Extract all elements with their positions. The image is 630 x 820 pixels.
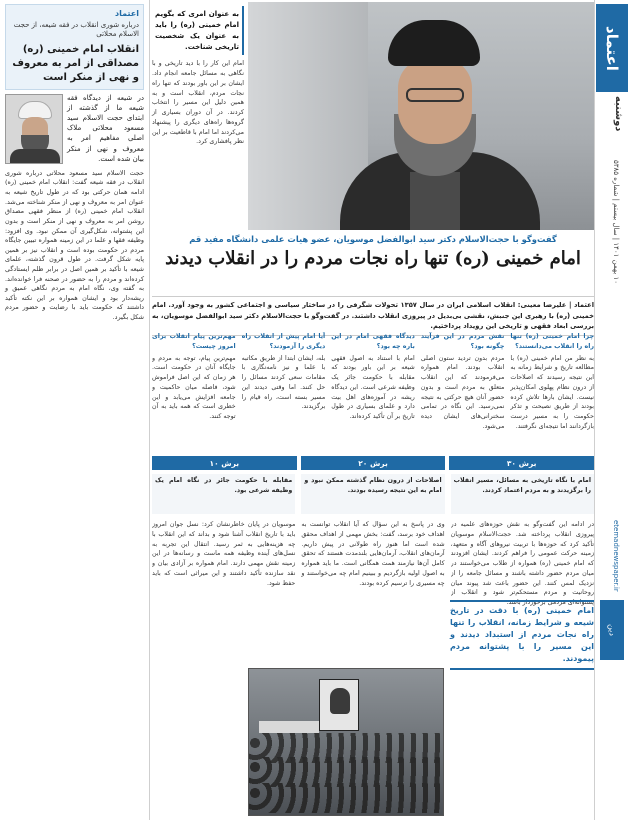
section-bar-label: برش ۱۰ bbox=[152, 456, 297, 470]
side-body-text: حجت الاسلام سید مسعود محلاتی درباره شوری انقلاب در فقه شیعه گفت: انقلاب امام خمینی (ره) ادامه همان حرکتی بود که در طول تاریخ شیعه به عنوان امر به معروف و نهی از منکر شناخته می‌شد. انقلاب امام خمینی (ره) از منظر فقهی مصداق روشن امر به معروف و نهی از منکر است و بدون این پشتوانه، شکل‌گیری آن ممکن نبود. وی افزود: وظیفه فقها و علما در این زمینه همواره تبیین جایگاه مردم در حکومت بوده است و انقلاب نیز بر همین پایه شکل گرفت. در طول قرون گذشته، علمای شیعه با تأکید بر همین اصل در برابر ظلم ایستادگی کرده‌اند و مردم را به حضور در صحنه فرا خوانده‌اند. به گفته وی، نگاه امام به مردم نگاهی عمیق و ریشه‌دار بود و ایشان همواره بر این نکته تأکید داشتند که حکومت باید با رضایت و حضور مردم شکل بگیرد. bbox=[5, 168, 144, 321]
interview-question: مهم‌ترین پیام انقلاب برای امروز چیست؟ bbox=[152, 333, 236, 350]
newspaper-logo[interactable]: اعتماد bbox=[596, 4, 628, 92]
lower-column: موسویان در پایان خاطرنشان کرد: نسل جوان امروز باید با تاریخ انقلاب آشنا شود و بداند که این انقلاب با چه هزینه‌هایی به ثمر رسید. انتقال این تجربه به نسل‌های آینده وظیفه همه ماست و رسانه‌ها در این زمینه نقش مهمی دارند. امام همواره بر آزادی بیان و نقد سازنده تأکید داشتند و این میراثی است که باید حفظ شود. bbox=[152, 521, 296, 587]
lower-column: وی در پاسخ به این سؤال که آیا انقلاب توانست به اهداف خود برسد، گفت: بخش مهمی از اهداف محقق شده است اما هنوز راه طولانی در پیش داریم. آرمان‌های انقلاب، آرمان‌هایی بلندمدت هستند که تحقق کامل آن‌ها نیازمند همت همگانی است. ما باید همواره به اصول اولیه بازگردیم و ببینیم امام چه می‌خواستند و چه مسیری را ترسیم کرده بودند. bbox=[301, 521, 445, 587]
highlight-cell: اصلاحات از درون نظام گذشته ممکن نبود و امام به این نتیجه رسیده بودند. bbox=[301, 474, 444, 514]
side-column bbox=[0, 0, 150, 820]
interview-question: دیدگاه فقهی امام در این باره چه بود؟ bbox=[331, 333, 415, 350]
main-article bbox=[152, 0, 594, 820]
hero-portrait-photo bbox=[248, 2, 594, 230]
highlight-strip bbox=[152, 474, 594, 514]
section-bar-label: برش ۳۰ bbox=[449, 456, 594, 470]
masthead-issue-info: ۱۰ بهمن ۱۴۰۱ | سال بیستم | شماره ۵۳۸۵ bbox=[612, 160, 620, 284]
highlight-cell: مقابله با حکومت جائر در نگاه امام یک وظیفه شرعی بود. bbox=[152, 474, 295, 514]
side-lead: در شیعه از دیدگاه فقه شیعه ما از گذشته از ابتدای حجت الاسلام سید مسعود محلاتی ملاک اصلی مفاهیم امر به معروف و نهی از منکر بیان شده است. bbox=[67, 93, 144, 163]
hero-side-column bbox=[152, 2, 244, 147]
interview-answer: امام با استناد به اصول فقهی شیعه بر این باور بودند که مقابله با حکومت جائر یک وظیفه شرعی است. این دیدگاه ریشه در آموزه‌های اهل بیت دارد و علمای بسیاری در طول تاریخ بر آن تأکید کرده‌اند. bbox=[331, 354, 415, 420]
interview-question: چرا امام خمینی (ره) تنها راه را انقلاب می‌دانستند؟ bbox=[510, 333, 594, 350]
side-kicker: اعتماد bbox=[115, 9, 139, 18]
interview-answer: مردم بدون تردید ستون اصلی انقلاب بودند. امام همواره می‌فرمودند که این انقلاب متعلق به مردم است و بدون حضور آنان هیچ حرکتی به نتیجه نمی‌رسید. این نگاه در تمامی سخنرانی‌های ایشان دیده می‌شود. bbox=[420, 354, 505, 430]
interview-answer: مهم‌ترین پیام، توجه به مردم و جایگاه آنان در حکومت است. هر زمان که این اصل فراموش شود، فاصله میان حاکمیت و جامعه افزایش می‌یابد و این خطری است که همه باید به آن توجه کنند. bbox=[152, 354, 236, 420]
hero-pull-quote: به عنوان امری که بگویم امام خمینی (ره) را باید به عنوان یک شخصیت تاریخی شناخت. bbox=[152, 6, 244, 55]
interview-column bbox=[242, 332, 326, 452]
masthead-day: دوشنبه bbox=[613, 96, 624, 132]
lower-column: در ادامه این گفت‌وگو به نقش حوزه‌های علمیه در پیروزی انقلاب پرداخته شد. حجت‌الاسلام موسویان تأکید کرد که حوزه‌ها با تربیت نیروهای آگاه و متعهد، زمینه حرکت عمومی را فراهم کردند. ایشان افزودند که امام خمینی (ره) همواره از طلاب می‌خواستند در میان مردم حضور داشته باشند و مسائل جامعه را از نزدیک لمس کنند. این حضور باعث شد پیوند میان روحانیت و مردم مستحکم‌تر شود و انقلاب از پشتوانه‌ای مردمی برخوردار باشد. bbox=[450, 521, 594, 606]
interview-answer: بله، ایشان ابتدا از طریق مکاتبه با علما و نیز نامه‌نگاری با مقامات سعی کردند مسائل را حل کنند. اما وقتی دیدند این مسیر بسته است، راه قیام را برگزیدند. bbox=[241, 354, 326, 411]
masthead bbox=[594, 0, 630, 820]
article-headline[interactable]: امام خمینی (ره) تنها راه نجات مردم را در انقلاب دیدند bbox=[165, 248, 581, 269]
article-lead: اعتماد | علیرضا معینی: انقلاب اسلامی ایران در سال ۱۳۵۷ تحولات شگرفی را در ساختار سیاسی و اجتماعی کشور به وجود آورد. امام خمینی (ره) با رهبری این جنبش، نقشی بی‌بدیل در پیروزی انقلاب داشتند. در گفت‌وگو با حجت‌الاسلام دکتر سید ابوالفضل موسویان، به بررسی ابعاد فقهی و تاریخی این رویداد پرداختیم. bbox=[152, 296, 594, 336]
hero-side-text: امام این کار را با دید تاریخی و با نگاهی به مسائل جامعه انجام داد. ایشان بر این باور بودند که تنها راه نجات مردم، انقلاب است و به همین دلیل این مسیر را انتخاب کردند. در آن دوران بسیاری از گروه‌ها راه‌های دیگری را پیشنهاد می‌کردند اما امام با قاطعیت بر این نظر پافشاری کرد. bbox=[152, 60, 244, 146]
interview-column bbox=[152, 332, 236, 452]
masthead-site[interactable]: etemadnewspaper.ir bbox=[612, 520, 620, 592]
side-article-header bbox=[5, 4, 144, 90]
section-tab[interactable]: دین bbox=[600, 600, 624, 660]
interview-columns bbox=[152, 332, 594, 452]
interview-question: آیا امام پیش از انقلاب راه دیگری را آزمودند؟ bbox=[241, 333, 326, 350]
article-kicker: گفت‌وگو با حجت‌الاسلام دکتر سید ابوالفضل موسویان، عضو هیات علمی دانشگاه مفید قم bbox=[189, 234, 557, 244]
section-bar-label: برش ۲۰ bbox=[301, 456, 446, 470]
interview-question: نقش مردم در این فرآیند چگونه بود؟ bbox=[420, 333, 505, 350]
interview-answer: به نظر من امام خمینی (ره) با مطالعه تاریخ و شرایط زمانه به این نتیجه رسیدند که اصلاحات از درون نظام پهلوی امکان‌پذیر نیست. ایشان بارها تلاش کرده بودند از طریق نصیحت و تذکر حکومت را به مسیر درست بازگردانند اما نتیجه‌ای نگرفتند. bbox=[510, 354, 594, 430]
section-bars bbox=[152, 456, 594, 470]
interview-column bbox=[510, 332, 594, 452]
cleric-portrait-photo bbox=[5, 94, 63, 164]
headline-block bbox=[152, 234, 594, 271]
crowd-rally-photo bbox=[248, 668, 444, 816]
side-headline[interactable]: انقلاب امام خمینی (ره) مصداقی از امر به معروف و نهی از منکر است bbox=[12, 43, 139, 83]
highlight-cell: امام با نگاه تاریخی به مسائل، مسیر انقلاب را برگزیدند و به مردم اعتماد کردند. bbox=[451, 474, 594, 514]
side-subtitle: درباره شوری انقلاب در فقه شیعه، از حجت الاسلام محلاتی bbox=[13, 21, 139, 39]
interview-column bbox=[421, 332, 505, 452]
interview-column bbox=[331, 332, 415, 452]
pull-quote-box: امام خمینی (ره) با دقت در تاریخ شیعه و شرایط زمانه، انقلاب را تنها راه نجات مردم از استبداد دیدند و این مسیر را با پشتوانه مردم پیمودند. bbox=[450, 600, 594, 670]
